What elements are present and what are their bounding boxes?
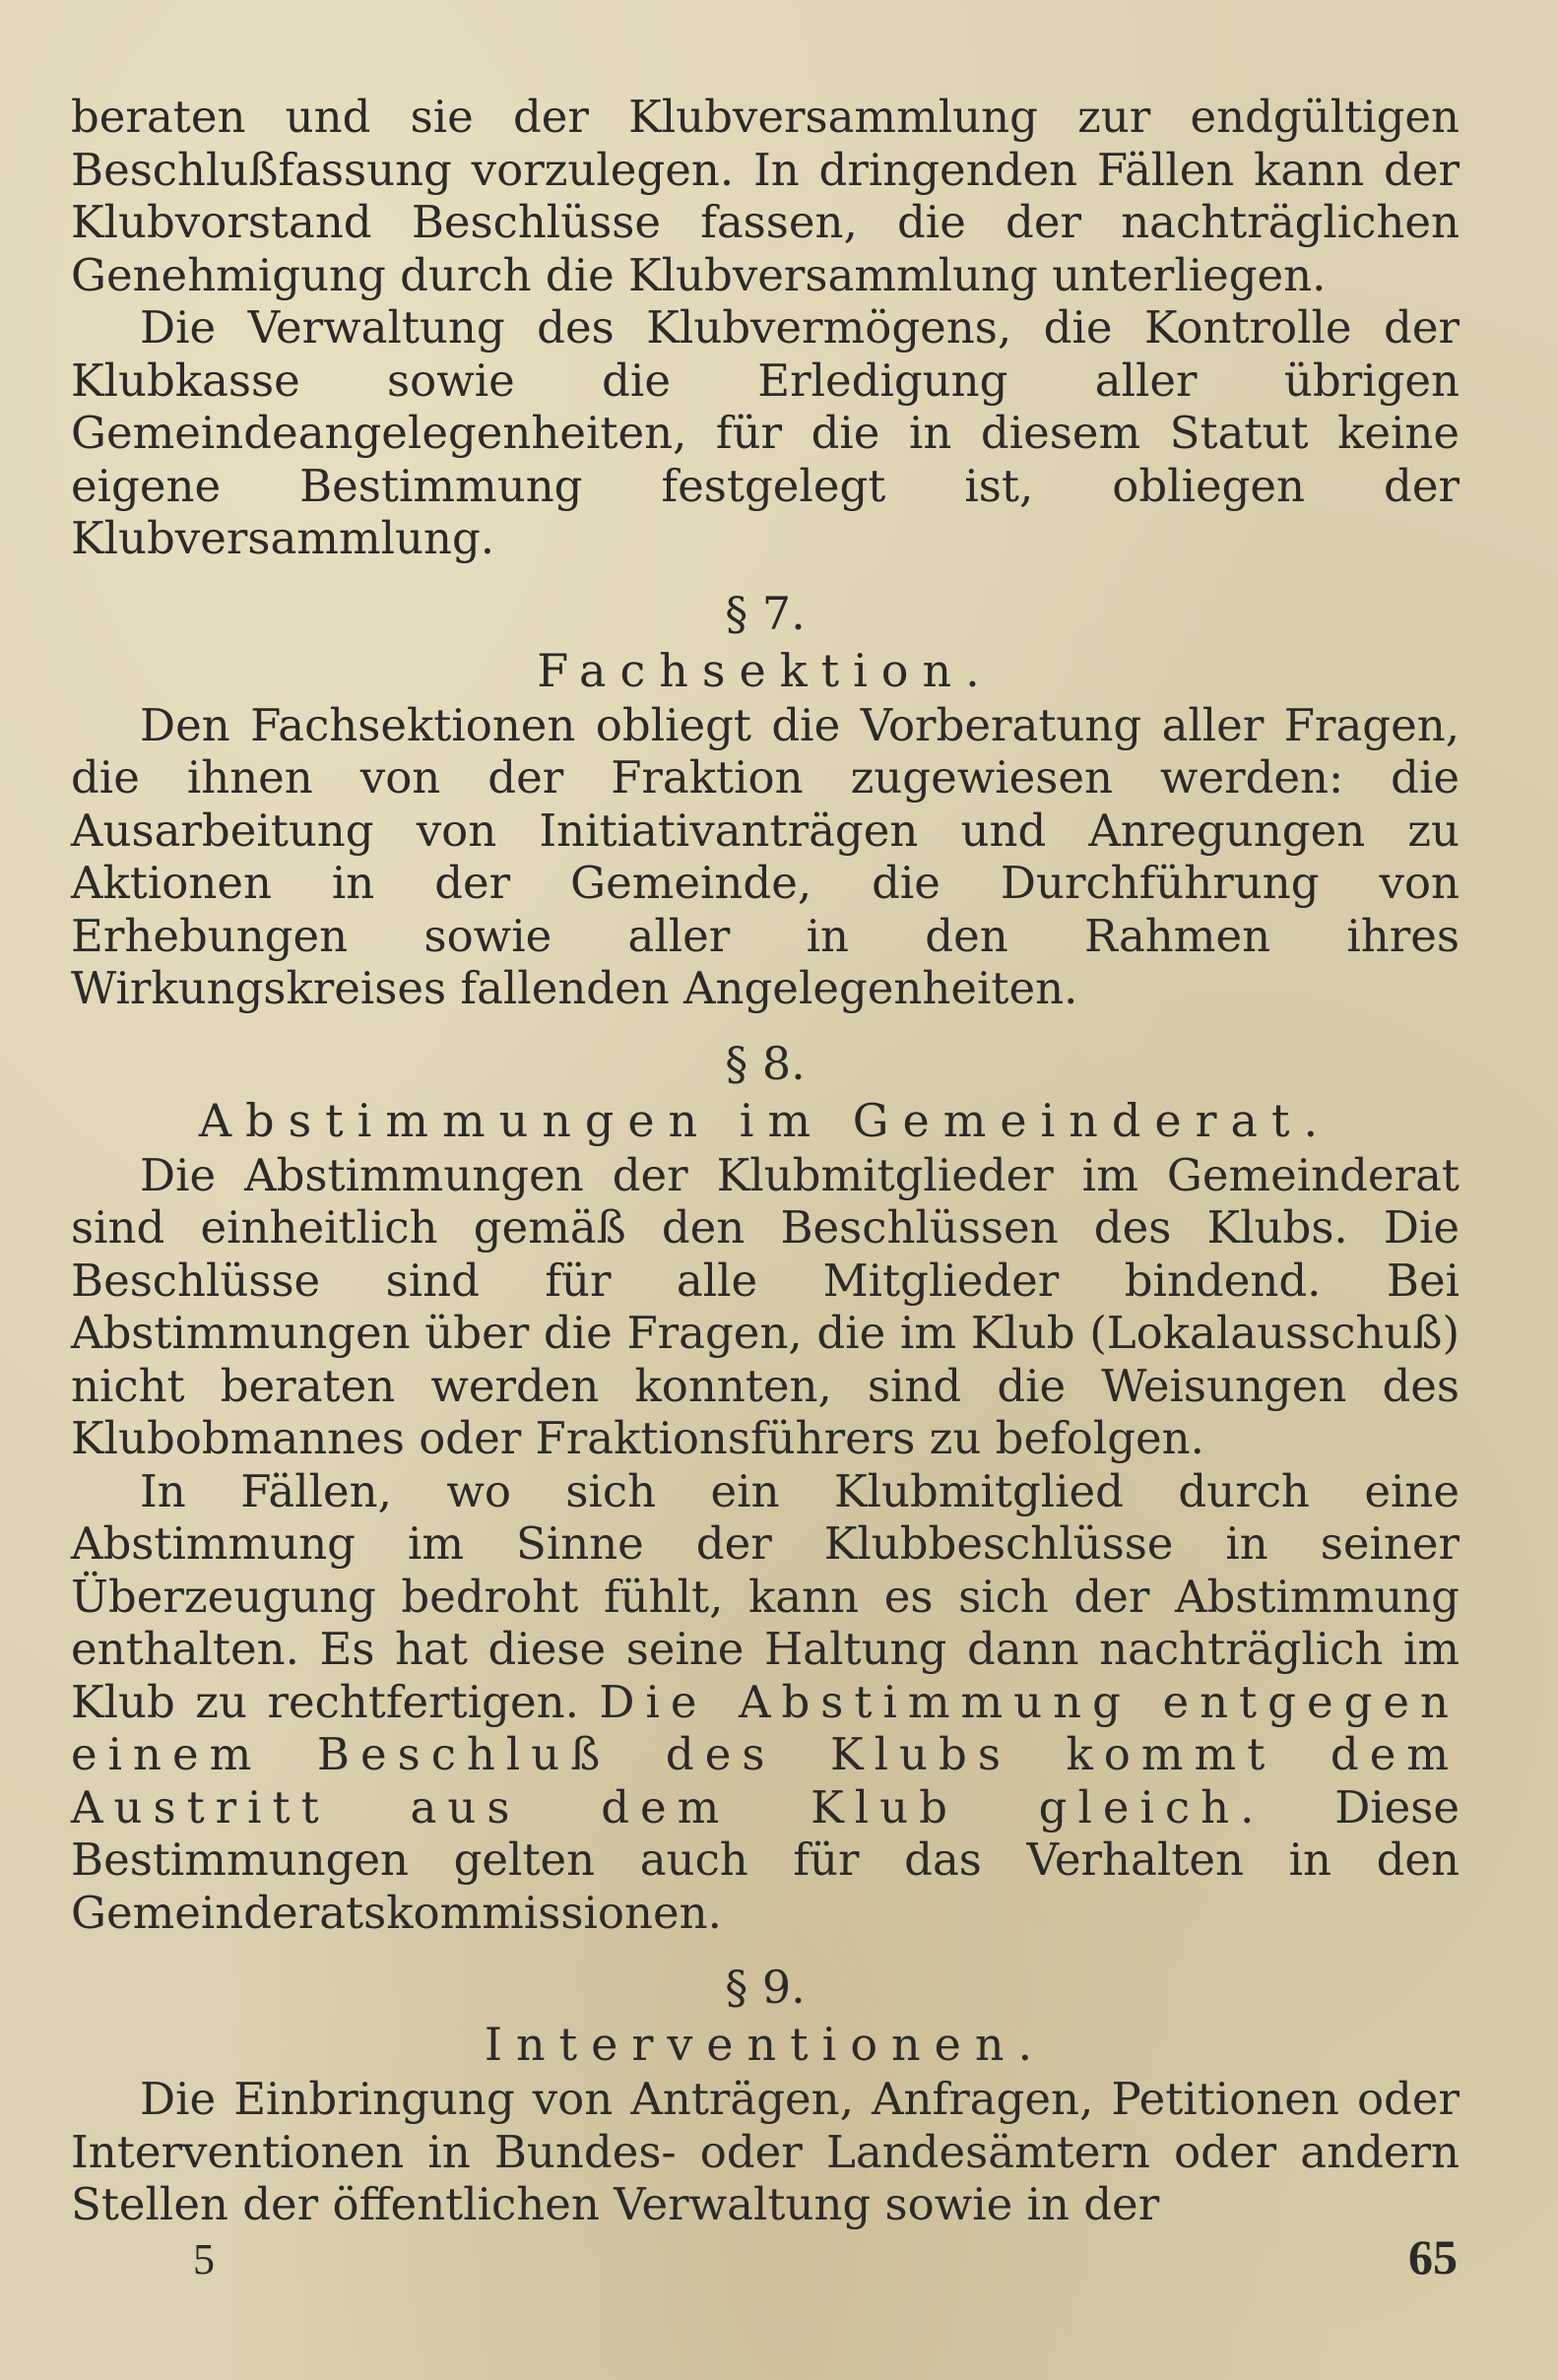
section-number: § 7. (725, 586, 806, 640)
section-number: § 9. (725, 1961, 806, 2014)
section-title: Interventionen. (484, 2018, 1047, 2071)
section-paragraph: Die Einbringung von Anträgen, Anfragen, Petitionen oder Interventionen in Bundes- oder Landesämtern oder andern Stellen der öffentlichen Verwaltung sowie in der (71, 2073, 1460, 2230)
paragraph-text: In Fällen, wo sich ein Klubmitglied durch eine Abstimmung im Sinne der Klubbeschlüsse in seiner Überzeugung bedroht fühlt, kann es sich der Abstimmung enthalten. Es hat diese seine Haltung dann nachträglich im Klub zu rechtfertigen. (71, 1464, 1460, 1728)
section-title: Abstimmungen im Gemeinderat. (198, 1093, 1332, 1147)
section-paragraph: Den Fachsektionen obliegt die Vorberatung aller Fragen, die ihnen von der Fraktion zugewiesen werden: die Ausarbeitung von Initiativanträgen und Anregungen zu Aktionen in der Gemeinde, die Durchführung von Erhebungen sowie aller in den Rahmen ihres Wirkungskreises fallenden Angelegenheiten. (71, 698, 1460, 1014)
section-7 (71, 587, 1460, 1015)
printer-signature-mark: 5 (193, 2235, 215, 2284)
section-number: § 8. (725, 1036, 806, 1090)
emphasized-text: Die Abstimmung entgegen einem Beschluß des Klubs kommt dem Austritt aus dem Klub gleich. (71, 1675, 1460, 1833)
paragraph-text: Diese Bestimmungen gelten auch für das Verhalten in den Gemeinderatskommissionen. (71, 1780, 1461, 1939)
page-text (71, 91, 1460, 2231)
section-9 (71, 1961, 1460, 2231)
section-paragraph: Die Abstimmungen der Klubmitglieder im Gemeinderat sind einheitlich gemäß den Beschlüssen des Klubs. Die Beschlüsse sind für alle Mitglieder bindend. Bei Abstimmungen über die Fragen, die im Klub (Lokalausschuß) nicht beraten werden konnten, sind die Weisungen des Klubobmannes oder Fraktionsführers zu befolgen. (71, 1148, 1460, 1464)
section-title: Fachsektion. (537, 643, 994, 697)
paragraph-club-assets: Die Verwaltung des Klubvermögens, die Kontrolle der Klubkasse sowie die Erledigung aller übrigen Gemeindeangelegenheiten, für die in diesem Statut keine eigene Bestimmung festgelegt ist, obliegen der Klubversammlung. (71, 301, 1460, 564)
paragraph-continuation: beraten und sie der Klubversammlung zur endgültigen Beschlußfassung vorzulegen. In dringenden Fällen kann der Klubvorstand Beschlüsse fassen, die der nachträglichen Genehmigung durch die Klubversammlung unterliegen. (71, 91, 1460, 301)
section-8 (71, 1037, 1460, 1940)
section-paragraph-2 (71, 1465, 1460, 1940)
page-number: 65 (1408, 2229, 1458, 2284)
